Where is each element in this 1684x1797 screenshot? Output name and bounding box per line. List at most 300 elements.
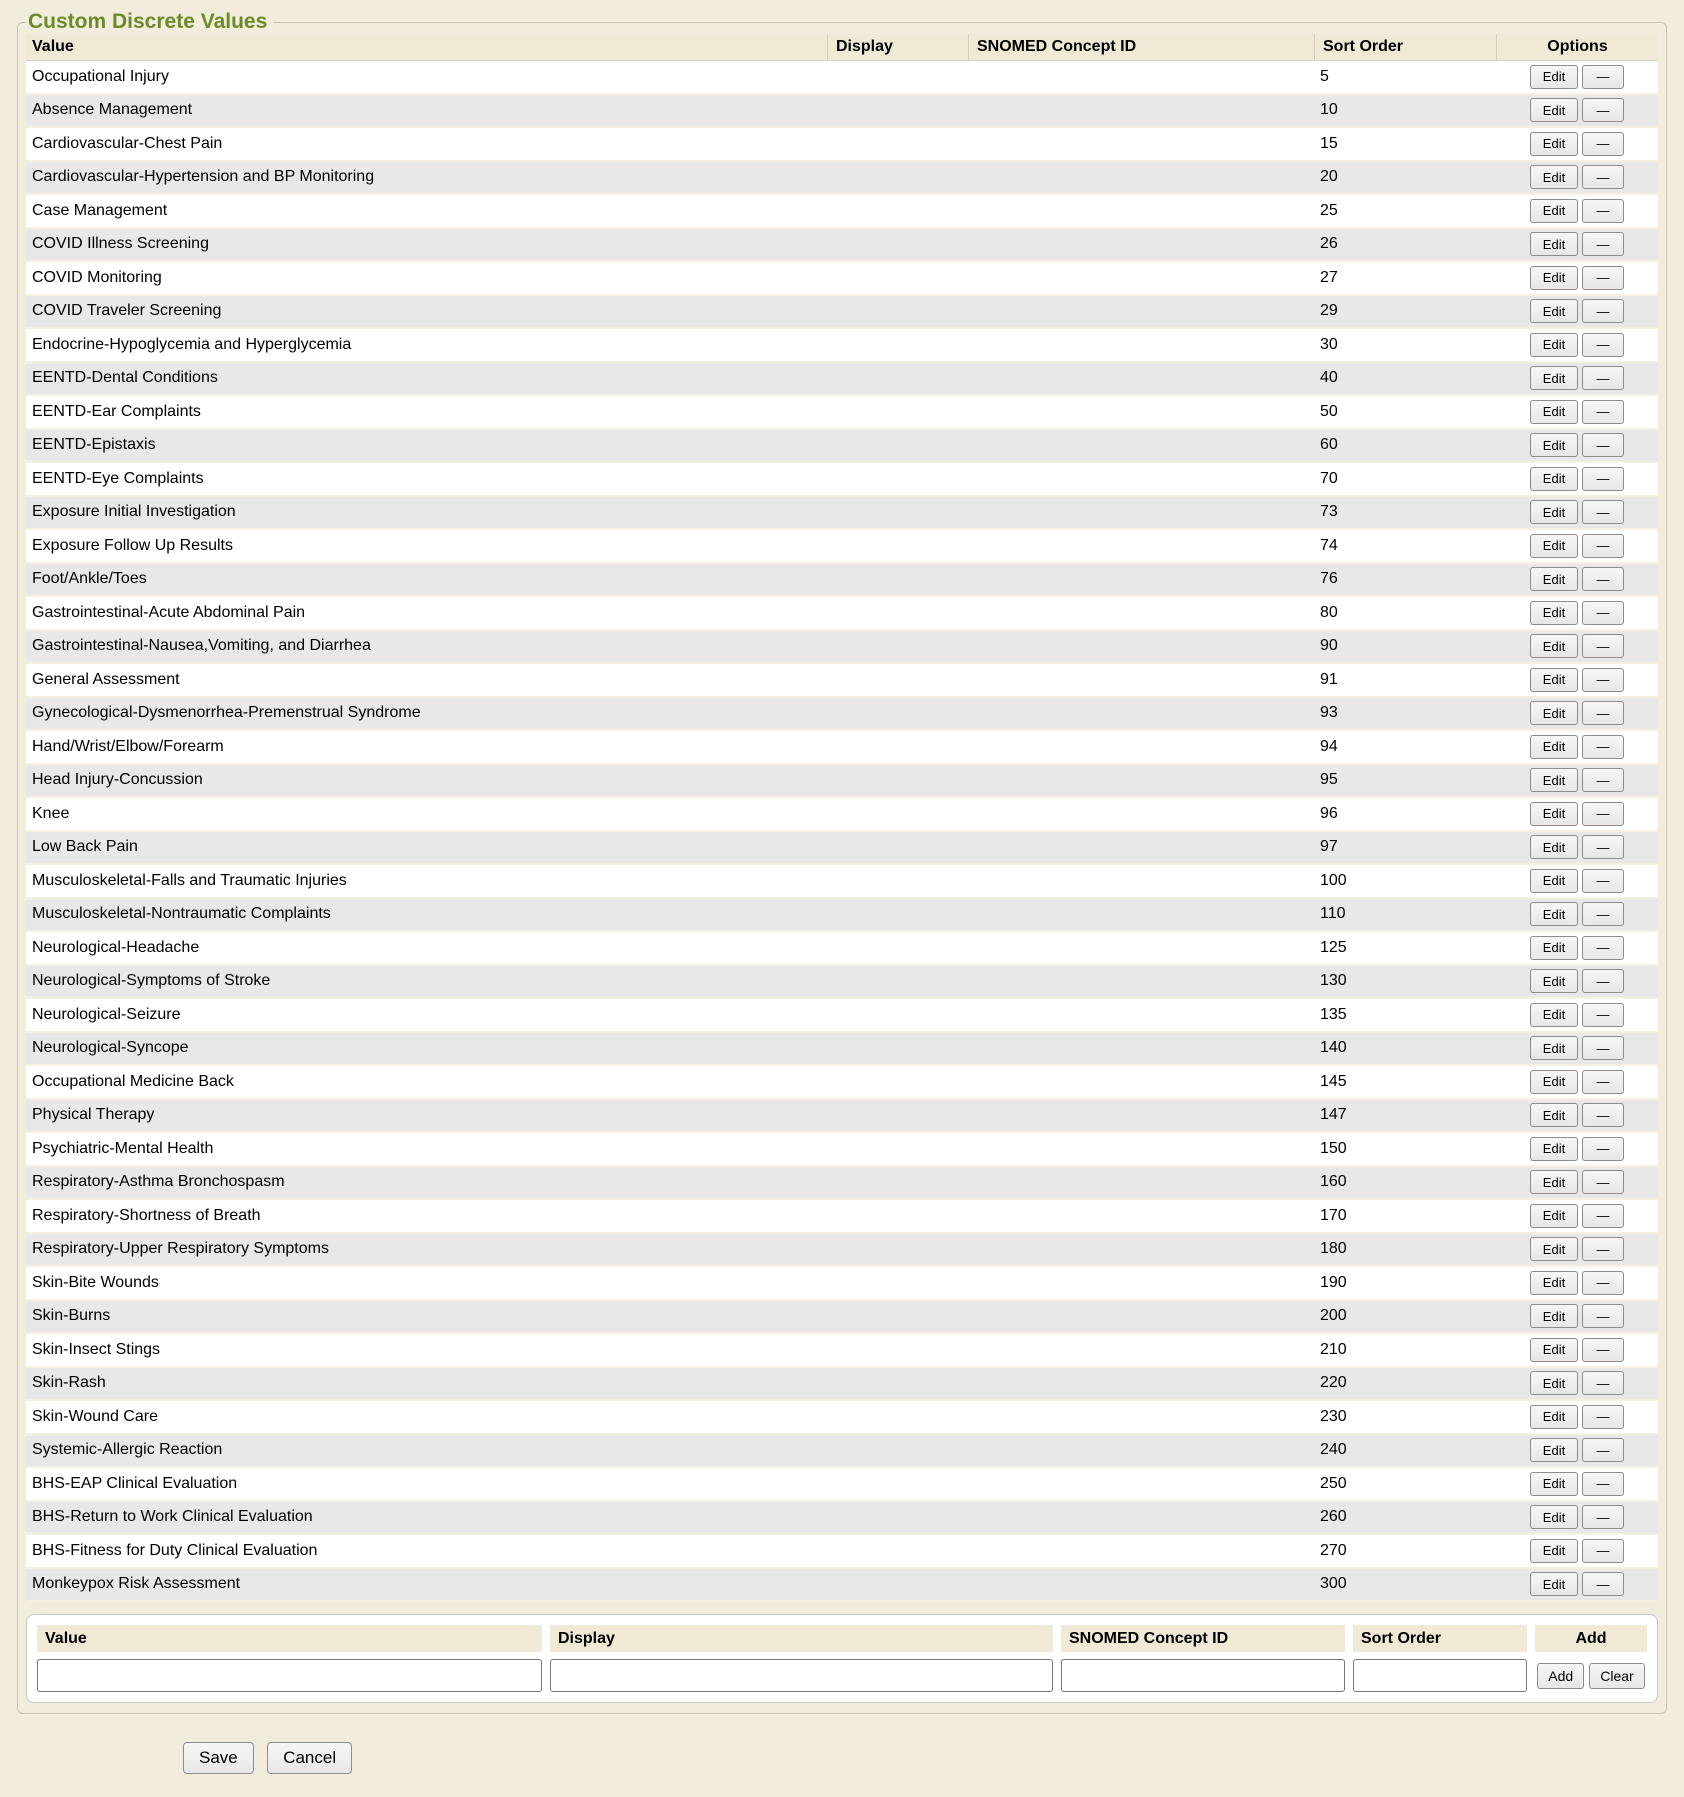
row-snomed	[968, 1368, 1314, 1400]
table-row	[26, 631, 1658, 665]
row-value: Case Management	[32, 201, 168, 219]
remove-button[interactable]: —	[1582, 1170, 1624, 1194]
row-value: Knee	[32, 804, 70, 822]
row-value: Physical Therapy	[32, 1106, 155, 1124]
row-options	[1496, 765, 1658, 797]
edit-button[interactable]: Edit	[1530, 1170, 1578, 1194]
table-row	[26, 396, 1658, 430]
row-sort-order: 97	[1320, 838, 1338, 856]
row-options	[1496, 463, 1658, 495]
row-value: General Assessment	[32, 670, 180, 688]
remove-button[interactable]: —	[1582, 98, 1624, 122]
row-snomed	[968, 966, 1314, 998]
remove-button[interactable]: —	[1582, 1405, 1624, 1429]
add-snomed-concept-id-input[interactable]	[1061, 1659, 1345, 1692]
row-options	[1496, 430, 1658, 462]
row-options	[1496, 1167, 1658, 1199]
edit-button[interactable]: Edit	[1530, 366, 1578, 390]
row-options	[1496, 497, 1658, 529]
discrete-values-table	[26, 34, 1658, 1602]
cancel-button[interactable]: Cancel	[267, 1742, 352, 1774]
row-sort-order: 260	[1320, 1508, 1347, 1526]
row-value: EENTD-Epistaxis	[32, 436, 156, 454]
row-options	[1496, 1133, 1658, 1165]
remove-button[interactable]: —	[1582, 735, 1624, 759]
row-display	[827, 229, 968, 261]
row-options	[1496, 899, 1658, 931]
row-value: Gynecological-Dysmenorrhea-Premenstrual Syndrome	[32, 704, 421, 722]
edit-button[interactable]: Edit	[1530, 1137, 1578, 1161]
edit-button[interactable]: Edit	[1530, 768, 1578, 792]
row-sort-order: 5	[1320, 67, 1329, 85]
row-display	[827, 1301, 968, 1333]
row-value: EENTD-Dental Conditions	[32, 369, 218, 387]
remove-button[interactable]: —	[1582, 1472, 1624, 1496]
table-row	[26, 1468, 1658, 1502]
remove-button[interactable]: —	[1582, 567, 1624, 591]
edit-button[interactable]: Edit	[1530, 701, 1578, 725]
remove-button[interactable]: —	[1582, 936, 1624, 960]
row-display	[827, 1535, 968, 1567]
edit-button[interactable]: Edit	[1530, 1271, 1578, 1295]
table-row	[26, 195, 1658, 229]
row-snomed	[968, 430, 1314, 462]
table-row	[26, 999, 1658, 1033]
row-sort-order: 150	[1320, 1139, 1347, 1157]
row-display	[827, 61, 968, 93]
edit-button[interactable]: Edit	[1530, 1304, 1578, 1328]
remove-button[interactable]: —	[1582, 601, 1624, 625]
row-snomed	[968, 61, 1314, 93]
table-header-row	[26, 34, 1658, 61]
table-row	[26, 1535, 1658, 1569]
edit-button[interactable]: Edit	[1530, 936, 1578, 960]
row-value: Neurological-Symptoms of Stroke	[32, 972, 271, 990]
remove-button[interactable]: —	[1582, 266, 1624, 290]
column-header-snomed-concept-id: SNOMED Concept ID	[968, 34, 1314, 60]
row-options	[1496, 396, 1658, 428]
row-sort-order: 94	[1320, 737, 1338, 755]
row-display	[827, 497, 968, 529]
edit-button[interactable]: Edit	[1530, 1036, 1578, 1060]
edit-button[interactable]: Edit	[1530, 534, 1578, 558]
row-value: Skin-Burns	[32, 1307, 111, 1325]
edit-button[interactable]: Edit	[1530, 98, 1578, 122]
row-value: Neurological-Headache	[32, 938, 200, 956]
row-sort-order: 26	[1320, 235, 1338, 253]
edit-button[interactable]: Edit	[1530, 1003, 1578, 1027]
row-snomed	[968, 1100, 1314, 1132]
remove-button[interactable]: —	[1582, 366, 1624, 390]
row-sort-order: 74	[1320, 536, 1338, 554]
row-options	[1496, 1066, 1658, 1098]
row-value: Neurological-Syncope	[32, 1039, 189, 1057]
remove-button[interactable]: —	[1582, 65, 1624, 89]
table-row	[26, 463, 1658, 497]
row-snomed	[968, 463, 1314, 495]
row-snomed	[968, 865, 1314, 897]
edit-button[interactable]: Edit	[1530, 1472, 1578, 1496]
remove-button[interactable]: —	[1582, 835, 1624, 859]
edit-button[interactable]: Edit	[1530, 634, 1578, 658]
row-display	[827, 932, 968, 964]
row-options	[1496, 798, 1658, 830]
row-snomed	[968, 1334, 1314, 1366]
row-value: Neurological-Seizure	[32, 1005, 181, 1023]
table-row	[26, 698, 1658, 732]
add-header-snomed-concept-id: SNOMED Concept ID	[1061, 1625, 1345, 1652]
edit-button[interactable]: Edit	[1530, 1438, 1578, 1462]
edit-button[interactable]: Edit	[1530, 1103, 1578, 1127]
row-display	[827, 899, 968, 931]
row-value: Cardiovascular-Chest Pain	[32, 134, 223, 152]
row-options	[1496, 530, 1658, 562]
add-header-value: Value	[37, 1625, 542, 1652]
custom-discrete-values-group	[17, 10, 1667, 1714]
row-snomed	[968, 1401, 1314, 1433]
edit-button[interactable]: Edit	[1530, 299, 1578, 323]
add-value-input[interactable]	[37, 1659, 542, 1692]
row-snomed	[968, 1066, 1314, 1098]
row-snomed	[968, 497, 1314, 529]
remove-button[interactable]: —	[1582, 1271, 1624, 1295]
row-options	[1496, 832, 1658, 864]
table-row	[26, 899, 1658, 933]
remove-button[interactable]: —	[1582, 701, 1624, 725]
row-options	[1496, 664, 1658, 696]
row-snomed	[968, 1200, 1314, 1232]
row-snomed	[968, 1267, 1314, 1299]
remove-button[interactable]: —	[1582, 199, 1624, 223]
table-row	[26, 1234, 1658, 1268]
row-snomed	[968, 162, 1314, 194]
row-sort-order: 250	[1320, 1474, 1347, 1492]
add-sort-order-input[interactable]	[1353, 1659, 1527, 1692]
row-display	[827, 664, 968, 696]
table-row	[26, 1334, 1658, 1368]
row-display	[827, 1066, 968, 1098]
row-value: Monkeypox Risk Assessment	[32, 1575, 241, 1593]
table-row	[26, 1267, 1658, 1301]
row-options	[1496, 363, 1658, 395]
row-value: COVID Monitoring	[32, 268, 162, 286]
row-value: BHS-EAP Clinical Evaluation	[32, 1474, 238, 1492]
row-display	[827, 463, 968, 495]
row-value: Musculoskeletal-Falls and Traumatic Injuries	[32, 871, 347, 889]
edit-button[interactable]: Edit	[1530, 65, 1578, 89]
row-display	[827, 597, 968, 629]
row-snomed	[968, 999, 1314, 1031]
edit-button[interactable]: Edit	[1530, 835, 1578, 859]
row-sort-order: 50	[1320, 402, 1338, 420]
edit-button[interactable]: Edit	[1530, 735, 1578, 759]
row-snomed	[968, 597, 1314, 629]
row-value: Respiratory-Upper Respiratory Symptoms	[32, 1240, 329, 1258]
remove-button[interactable]: —	[1582, 768, 1624, 792]
edit-button[interactable]: Edit	[1530, 199, 1578, 223]
row-display	[827, 363, 968, 395]
edit-button[interactable]: Edit	[1530, 1405, 1578, 1429]
table-row	[26, 1033, 1658, 1067]
column-header-display: Display	[827, 34, 968, 60]
row-value: Gastrointestinal-Nausea,Vomiting, and Diarrhea	[32, 637, 371, 655]
remove-button[interactable]: —	[1582, 467, 1624, 491]
edit-button[interactable]: Edit	[1530, 333, 1578, 357]
remove-button[interactable]: —	[1582, 1036, 1624, 1060]
row-options	[1496, 564, 1658, 596]
remove-button[interactable]: —	[1582, 969, 1624, 993]
remove-button[interactable]: —	[1582, 634, 1624, 658]
row-display	[827, 1435, 968, 1467]
row-snomed	[968, 698, 1314, 730]
edit-button[interactable]: Edit	[1530, 1505, 1578, 1529]
row-options	[1496, 229, 1658, 261]
edit-button[interactable]: Edit	[1530, 1539, 1578, 1563]
row-options	[1496, 296, 1658, 328]
row-value: Occupational Medicine Back	[32, 1072, 234, 1090]
row-snomed	[968, 396, 1314, 428]
table-row	[26, 363, 1658, 397]
row-sort-order: 40	[1320, 369, 1338, 387]
remove-button[interactable]: —	[1582, 1070, 1624, 1094]
row-sort-order: 135	[1320, 1005, 1347, 1023]
edit-button[interactable]: Edit	[1530, 668, 1578, 692]
remove-button[interactable]: —	[1582, 668, 1624, 692]
remove-button[interactable]: —	[1582, 1438, 1624, 1462]
row-options	[1496, 1569, 1658, 1601]
row-display	[827, 1100, 968, 1132]
remove-button[interactable]: —	[1582, 165, 1624, 189]
table-body	[26, 61, 1658, 1602]
column-header-options: Options	[1496, 34, 1658, 60]
remove-button[interactable]: —	[1582, 400, 1624, 424]
table-row	[26, 95, 1658, 129]
table-row	[26, 530, 1658, 564]
row-display	[827, 731, 968, 763]
row-snomed	[968, 1435, 1314, 1467]
row-display	[827, 430, 968, 462]
row-snomed	[968, 329, 1314, 361]
row-options	[1496, 1033, 1658, 1065]
row-display	[827, 530, 968, 562]
row-sort-order: 140	[1320, 1039, 1347, 1057]
edit-button[interactable]: Edit	[1530, 400, 1578, 424]
row-sort-order: 27	[1320, 268, 1338, 286]
remove-button[interactable]: —	[1582, 534, 1624, 558]
row-value: Absence Management	[32, 101, 193, 119]
row-display	[827, 162, 968, 194]
row-sort-order: 80	[1320, 603, 1338, 621]
remove-button[interactable]: —	[1582, 1371, 1624, 1395]
row-sort-order: 73	[1320, 503, 1338, 521]
add-value-panel	[26, 1614, 1658, 1703]
edit-button[interactable]: Edit	[1530, 132, 1578, 156]
edit-button[interactable]: Edit	[1530, 165, 1578, 189]
remove-button[interactable]: —	[1582, 1103, 1624, 1127]
row-display	[827, 698, 968, 730]
row-sort-order: 90	[1320, 637, 1338, 655]
row-options	[1496, 1267, 1658, 1299]
row-display	[827, 95, 968, 127]
row-options	[1496, 966, 1658, 998]
row-options	[1496, 1468, 1658, 1500]
remove-button[interactable]: —	[1582, 902, 1624, 926]
row-options	[1496, 162, 1658, 194]
column-header-sort-order: Sort Order	[1314, 34, 1496, 60]
edit-button[interactable]: Edit	[1530, 232, 1578, 256]
remove-button[interactable]: —	[1582, 132, 1624, 156]
table-row	[26, 262, 1658, 296]
row-sort-order: 270	[1320, 1541, 1347, 1559]
row-display	[827, 865, 968, 897]
row-options	[1496, 329, 1658, 361]
table-row	[26, 296, 1658, 330]
table-row	[26, 966, 1658, 1000]
row-value: Musculoskeletal-Nontraumatic Complaints	[32, 905, 331, 923]
row-snomed	[968, 229, 1314, 261]
remove-button[interactable]: —	[1582, 1204, 1624, 1228]
row-value: Psychiatric-Mental Health	[32, 1139, 214, 1157]
row-value: Occupational Injury	[32, 67, 169, 85]
edit-button[interactable]: Edit	[1530, 1204, 1578, 1228]
row-sort-order: 230	[1320, 1407, 1347, 1425]
row-display	[827, 195, 968, 227]
remove-button[interactable]: —	[1582, 500, 1624, 524]
edit-button[interactable]: Edit	[1530, 433, 1578, 457]
table-row	[26, 128, 1658, 162]
edit-button[interactable]: Edit	[1530, 567, 1578, 591]
row-value: Systemic-Allergic Reaction	[32, 1441, 223, 1459]
save-button[interactable]: Save	[183, 1742, 254, 1774]
row-options	[1496, 932, 1658, 964]
row-snomed	[968, 631, 1314, 663]
add-button[interactable]: Add	[1537, 1663, 1584, 1689]
remove-button[interactable]: —	[1582, 1137, 1624, 1161]
remove-button[interactable]: —	[1582, 1505, 1624, 1529]
row-display	[827, 262, 968, 294]
remove-button[interactable]: —	[1582, 1572, 1624, 1596]
row-sort-order: 96	[1320, 804, 1338, 822]
table-row	[26, 1301, 1658, 1335]
edit-button[interactable]: Edit	[1530, 1070, 1578, 1094]
remove-button[interactable]: —	[1582, 433, 1624, 457]
remove-button[interactable]: —	[1582, 1304, 1624, 1328]
row-display	[827, 1200, 968, 1232]
row-value: Skin-Insect Stings	[32, 1340, 161, 1358]
row-sort-order: 20	[1320, 168, 1338, 186]
row-snomed	[968, 363, 1314, 395]
remove-button[interactable]: —	[1582, 1539, 1624, 1563]
add-display-input[interactable]	[550, 1659, 1053, 1692]
row-sort-order: 210	[1320, 1340, 1347, 1358]
remove-button[interactable]: —	[1582, 333, 1624, 357]
row-snomed	[968, 932, 1314, 964]
row-snomed	[968, 1502, 1314, 1534]
edit-button[interactable]: Edit	[1530, 500, 1578, 524]
remove-button[interactable]: —	[1582, 1237, 1624, 1261]
row-display	[827, 296, 968, 328]
table-row	[26, 61, 1658, 95]
edit-button[interactable]: Edit	[1530, 802, 1578, 826]
row-display	[827, 765, 968, 797]
row-snomed	[968, 832, 1314, 864]
row-display	[827, 1334, 968, 1366]
edit-button[interactable]: Edit	[1530, 601, 1578, 625]
row-snomed	[968, 1569, 1314, 1601]
edit-button[interactable]: Edit	[1530, 1371, 1578, 1395]
row-display	[827, 631, 968, 663]
edit-button[interactable]: Edit	[1530, 1237, 1578, 1261]
row-display	[827, 1167, 968, 1199]
edit-button[interactable]: Edit	[1530, 1572, 1578, 1596]
table-row	[26, 1569, 1658, 1603]
row-value: BHS-Fitness for Duty Clinical Evaluation	[32, 1541, 318, 1559]
row-value: Low Back Pain	[32, 838, 138, 856]
row-value: Skin-Wound Care	[32, 1407, 158, 1425]
row-snomed	[968, 765, 1314, 797]
row-value: Respiratory-Shortness of Breath	[32, 1206, 261, 1224]
table-row	[26, 664, 1658, 698]
row-snomed	[968, 664, 1314, 696]
row-sort-order: 60	[1320, 436, 1338, 454]
table-row	[26, 497, 1658, 531]
row-value: EENTD-Eye Complaints	[32, 469, 204, 487]
row-sort-order: 190	[1320, 1273, 1347, 1291]
clear-button[interactable]: Clear	[1589, 1663, 1644, 1689]
footer-actions	[17, 1714, 1667, 1774]
table-row	[26, 597, 1658, 631]
remove-button[interactable]: —	[1582, 1003, 1624, 1027]
row-value: BHS-Return to Work Clinical Evaluation	[32, 1508, 313, 1526]
row-sort-order: 110	[1320, 905, 1346, 923]
remove-button[interactable]: —	[1582, 232, 1624, 256]
row-display	[827, 1401, 968, 1433]
row-snomed	[968, 1033, 1314, 1065]
edit-button[interactable]: Edit	[1530, 902, 1578, 926]
edit-button[interactable]: Edit	[1530, 969, 1578, 993]
remove-button[interactable]: —	[1582, 869, 1624, 893]
row-options	[1496, 631, 1658, 663]
row-value: COVID Illness Screening	[32, 235, 209, 253]
row-sort-order: 300	[1320, 1575, 1347, 1593]
remove-button[interactable]: —	[1582, 1338, 1624, 1362]
edit-button[interactable]: Edit	[1530, 1338, 1578, 1362]
table-row	[26, 731, 1658, 765]
remove-button[interactable]: —	[1582, 802, 1624, 826]
row-display	[827, 1502, 968, 1534]
row-display	[827, 128, 968, 160]
row-value: EENTD-Ear Complaints	[32, 402, 201, 420]
row-sort-order: 25	[1320, 201, 1338, 219]
row-value: COVID Traveler Screening	[32, 302, 222, 320]
row-sort-order: 125	[1320, 938, 1347, 956]
edit-button[interactable]: Edit	[1530, 869, 1578, 893]
edit-button[interactable]: Edit	[1530, 266, 1578, 290]
table-row	[26, 1368, 1658, 1402]
row-snomed	[968, 128, 1314, 160]
row-sort-order: 91	[1320, 670, 1338, 688]
remove-button[interactable]: —	[1582, 299, 1624, 323]
table-row	[26, 1133, 1658, 1167]
row-sort-order: 170	[1320, 1206, 1347, 1224]
row-display	[827, 832, 968, 864]
row-display	[827, 1368, 968, 1400]
edit-button[interactable]: Edit	[1530, 467, 1578, 491]
column-header-value: Value	[32, 38, 74, 55]
row-options	[1496, 865, 1658, 897]
add-header-add: Add	[1535, 1625, 1647, 1652]
add-header-sort-order: Sort Order	[1353, 1625, 1527, 1652]
